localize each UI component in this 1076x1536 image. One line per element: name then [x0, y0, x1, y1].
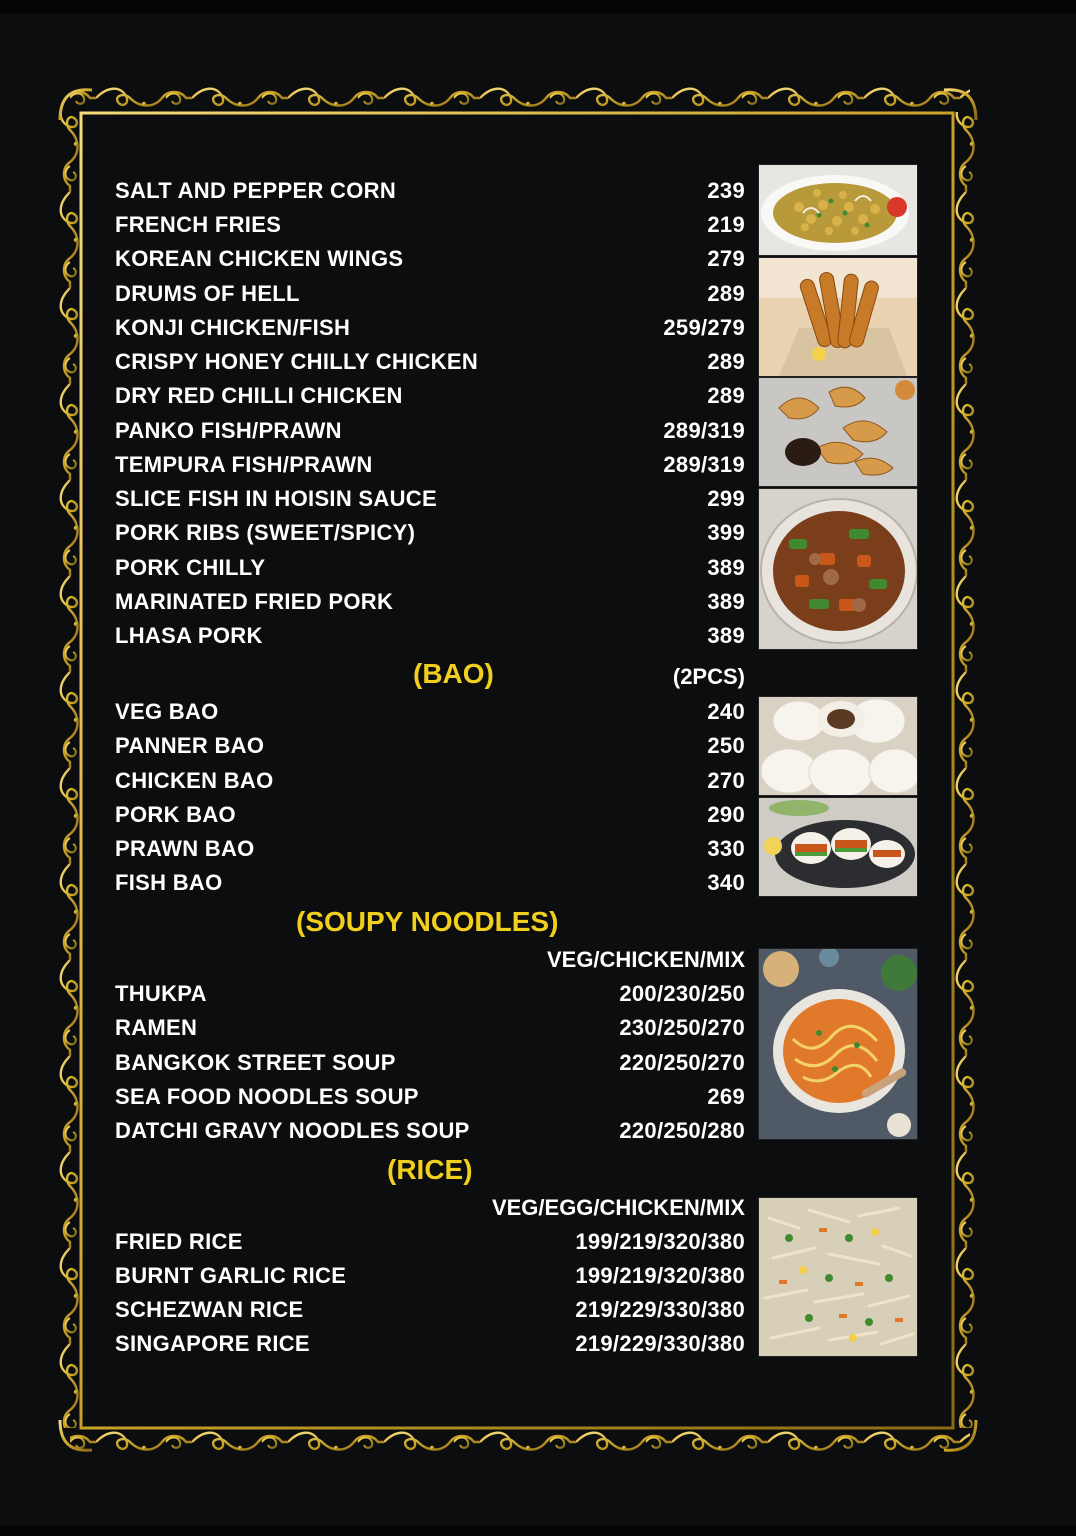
list-item	[115, 981, 745, 1011]
item-name: TEMPURA FISH/PRAWN	[115, 452, 373, 477]
item-name: KOREAN CHICKEN WINGS	[115, 246, 404, 271]
fried-rice-photo	[758, 1197, 918, 1357]
list-item	[115, 246, 745, 276]
item-price: 219/229/330/380	[575, 1331, 745, 1356]
item-name: CRISPY HONEY CHILLY CHICKEN	[115, 349, 479, 374]
list-item	[115, 555, 745, 585]
item-name: BURNT GARLIC RICE	[115, 1263, 347, 1288]
item-name: THUKPA	[115, 981, 207, 1006]
item-name: DRY RED CHILLI CHICKEN	[115, 383, 403, 408]
list-item	[115, 212, 745, 242]
item-price: 289	[707, 281, 745, 306]
rice-variants: VEG/EGG/CHICKEN/MIX	[491, 1195, 745, 1220]
item-price: 219/229/330/380	[575, 1297, 745, 1322]
salt-pepper-corn-photo	[758, 164, 918, 256]
item-price: 250	[707, 733, 745, 758]
item-name: DATCHI GRAVY NOODLES SOUP	[115, 1118, 470, 1143]
item-name: PORK BAO	[115, 802, 236, 827]
item-price: 230/250/270	[619, 1015, 745, 1040]
noodle-soup-photo	[758, 948, 918, 1140]
item-price: 399	[707, 520, 745, 545]
list-item	[115, 281, 745, 311]
item-price: 240	[707, 699, 745, 724]
item-price: 220/250/270	[619, 1050, 745, 1075]
item-price: 219	[707, 212, 745, 237]
list-item	[115, 589, 745, 619]
item-name: PORK RIBS (SWEET/SPICY)	[115, 520, 416, 545]
list-item	[115, 418, 745, 448]
item-price: 290	[707, 802, 745, 827]
item-price: 269	[707, 1084, 745, 1109]
list-item	[115, 870, 745, 900]
item-name: SLICE FISH IN HOISIN SAUCE	[115, 486, 437, 511]
item-name: KONJI CHICKEN/FISH	[115, 315, 351, 340]
bao-quantity-note: (2PCS)	[672, 664, 745, 689]
item-name: FRIED RICE	[115, 1229, 243, 1254]
item-name: BANGKOK STREET SOUP	[115, 1050, 396, 1075]
section-title-soupy-noodles: (SOUPY NOODLES)	[296, 906, 559, 937]
item-price: 330	[707, 836, 745, 861]
item-name: RAMEN	[115, 1015, 198, 1040]
item-price: 199/219/320/380	[575, 1263, 745, 1288]
list-item	[115, 349, 745, 379]
item-name: SCHEZWAN RICE	[115, 1297, 304, 1322]
list-item	[115, 452, 745, 482]
item-price: 270	[707, 768, 745, 793]
list-item	[115, 520, 745, 550]
item-name: MARINATED FRIED PORK	[115, 589, 394, 614]
item-name: CHICKEN BAO	[115, 768, 274, 793]
section-title-rice: (RICE)	[387, 1154, 473, 1185]
list-item	[115, 1118, 745, 1148]
item-name: VEG BAO	[115, 699, 219, 724]
item-name: PRAWN BAO	[115, 836, 255, 861]
item-name: PANNER BAO	[115, 733, 265, 758]
item-price: 279	[707, 246, 745, 271]
list-item	[115, 315, 745, 345]
bao-sandwich-plate-photo	[758, 797, 918, 897]
item-price: 289/319	[663, 418, 745, 443]
item-price: 199/219/320/380	[575, 1229, 745, 1254]
item-name: FISH BAO	[115, 870, 223, 895]
soupy-noodles-variants: VEG/CHICKEN/MIX	[546, 947, 745, 972]
item-name: PANKO FISH/PRAWN	[115, 418, 342, 443]
item-price: 340	[707, 870, 745, 895]
item-price: 289	[707, 383, 745, 408]
item-price: 220/250/280	[619, 1118, 745, 1143]
list-item	[115, 1050, 745, 1080]
list-item	[115, 1015, 745, 1045]
item-name: SINGAPORE RICE	[115, 1331, 310, 1356]
list-item	[115, 623, 745, 653]
tempura-prawns-photo	[758, 377, 918, 487]
list-item	[115, 1084, 745, 1114]
item-name: SALT AND PEPPER CORN	[115, 178, 397, 203]
item-price: 389	[707, 589, 745, 614]
item-price: 289	[707, 349, 745, 374]
item-name: LHASA PORK	[115, 623, 263, 648]
section-title-bao: (BAO)	[413, 658, 494, 689]
item-price: 299	[707, 486, 745, 511]
list-item	[115, 383, 745, 413]
list-item	[115, 802, 745, 832]
list-item	[115, 733, 745, 763]
item-name: DRUMS OF HELL	[115, 281, 300, 306]
item-name: SEA FOOD NOODLES SOUP	[115, 1084, 419, 1109]
fried-prawns-photo	[758, 257, 918, 377]
item-name: FRENCH FRIES	[115, 212, 282, 237]
item-price: 200/230/250	[619, 981, 745, 1006]
chilli-pork-bowl-photo	[758, 488, 918, 650]
item-price: 289/319	[663, 452, 745, 477]
item-price: 239	[707, 178, 745, 203]
list-item	[115, 1263, 745, 1293]
list-item	[115, 836, 745, 866]
list-item	[115, 1331, 745, 1361]
list-item	[115, 1297, 745, 1327]
list-item	[115, 768, 745, 798]
list-item	[115, 699, 745, 729]
item-price: 389	[707, 623, 745, 648]
list-item	[115, 178, 745, 208]
item-price: 259/279	[663, 315, 745, 340]
item-price: 389	[707, 555, 745, 580]
list-item	[115, 1229, 745, 1259]
item-name: PORK CHILLY	[115, 555, 266, 580]
list-item	[115, 486, 745, 516]
steamed-bao-photo	[758, 696, 918, 796]
